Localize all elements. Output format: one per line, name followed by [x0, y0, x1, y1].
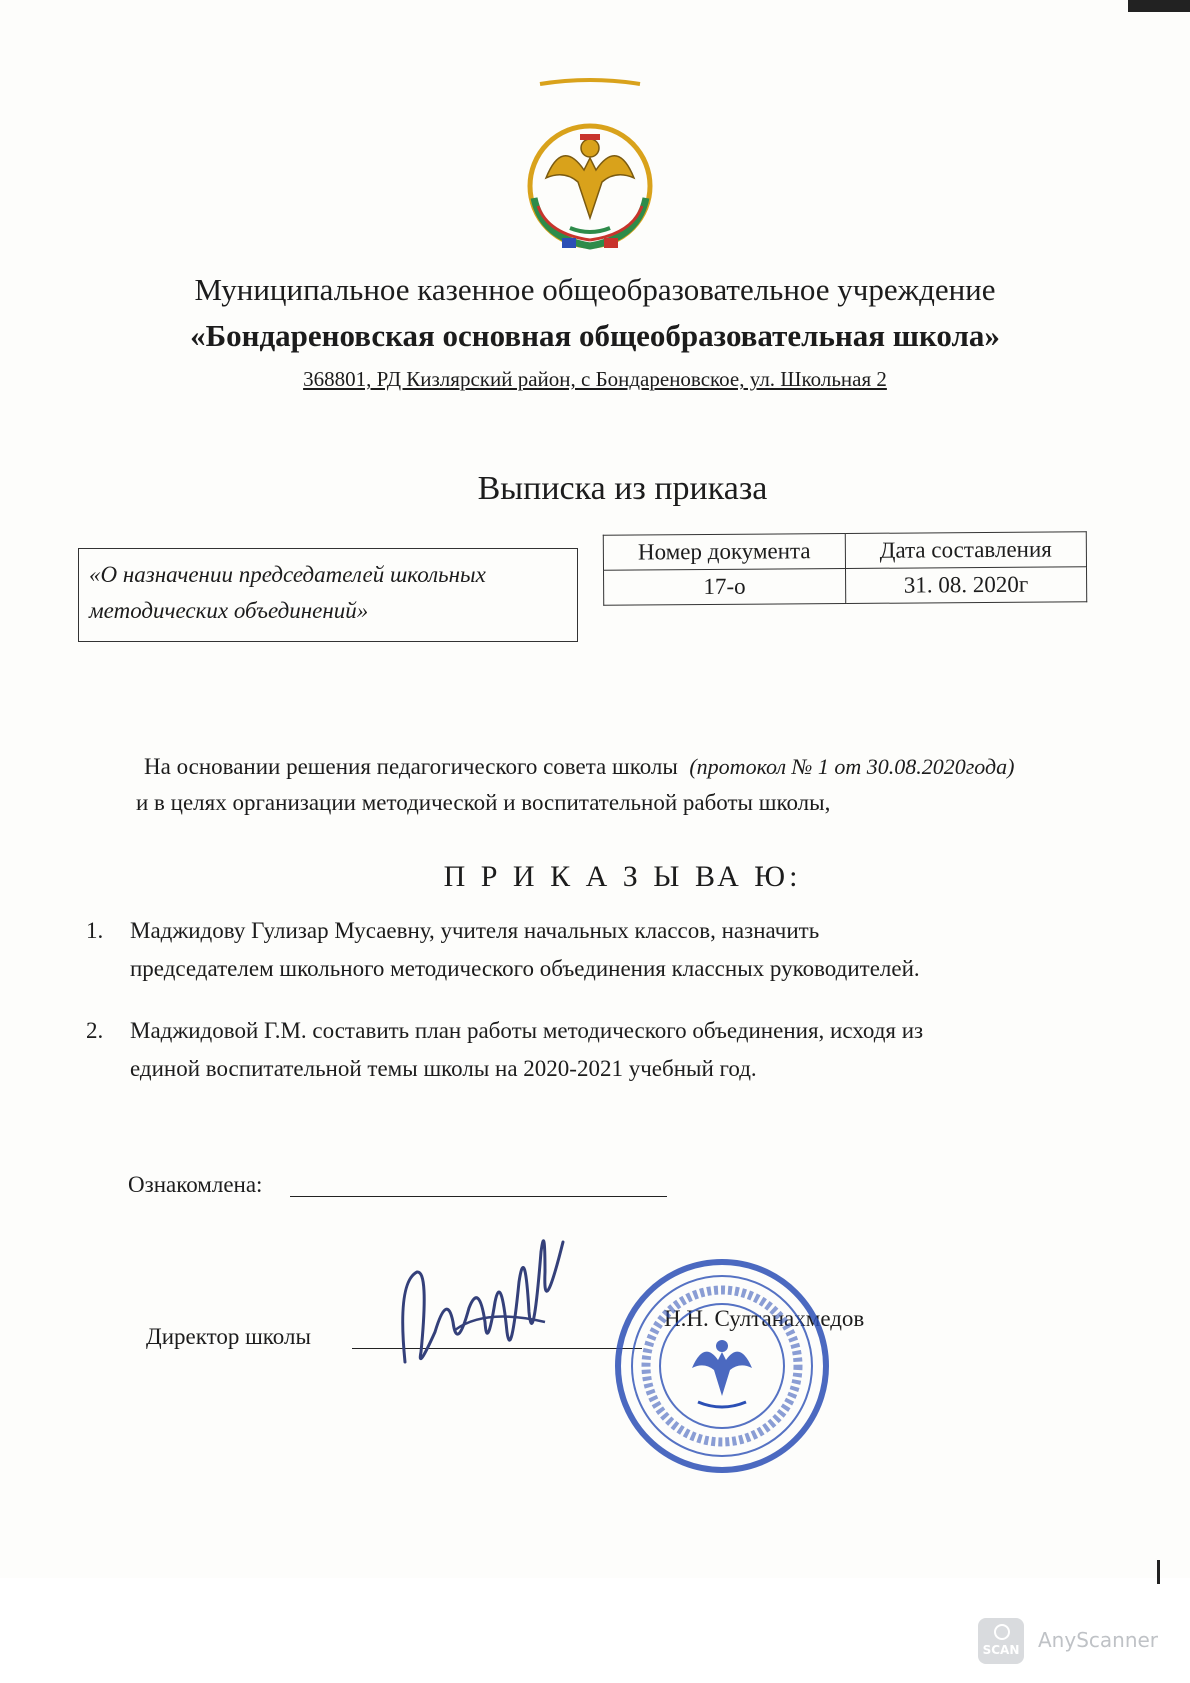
doc-number-value: 17-о [604, 568, 846, 605]
basis-paragraph-line2: и в целях организации методической и воспитательной работы школы, [136, 790, 831, 815]
dagestan-emblem-icon [522, 78, 658, 254]
order-item-line: единой воспитательной темы школы на 2020-2021 учебный год. [130, 1056, 757, 1081]
table-header-row [603, 532, 1086, 570]
scanner-logo-label: SCAN [982, 1643, 1020, 1657]
scanner-logo-icon [978, 1618, 1024, 1664]
doc-date-value: 31. 08. 2020г [845, 567, 1086, 604]
order-subject-box [78, 548, 578, 642]
order-item-number: 1. [86, 918, 104, 943]
order-item-number: 2. [86, 1018, 104, 1043]
acquainted-label: Ознакомлена: [128, 1172, 263, 1197]
order-item-line: Маджидовой Г.М. составить план работы методического объединения, исходя из [130, 1018, 924, 1043]
basis-protocol: (протокол № 1 от 30.08.2020года) [689, 754, 1015, 779]
organization-name: Муниципальное казенное общеобразовательное учреждение [194, 272, 996, 307]
table-row [604, 567, 1087, 605]
director-label: Директор школы [146, 1324, 311, 1349]
basis-text: На основании решения педагогического совета школы [144, 754, 678, 779]
official-stamp-icon [612, 1256, 832, 1476]
scanner-app-name: AnyScanner [1038, 1628, 1159, 1652]
header-doc-number: Номер документа [603, 533, 845, 570]
order-item-text [130, 912, 1090, 988]
scan-edge-mark-right [1157, 1560, 1160, 1584]
school-address: 368801, РД Кизлярский район, с Бондареновское, ул. Школьная 2 [303, 367, 887, 391]
school-name: «Бондареновская основная общеобразовательная школа» [190, 318, 1000, 353]
acquainted-signature-line [290, 1196, 667, 1197]
director-name: Н.Н. Султанахмедов [664, 1306, 865, 1331]
header-doc-date: Дата составления [845, 532, 1086, 569]
order-subject-line1: «О назначении председателей школьных [89, 562, 486, 587]
basis-paragraph [144, 754, 1144, 780]
document-meta-table [603, 531, 1087, 605]
document-title: Выписка из приказа [477, 470, 768, 507]
order-item-text [130, 1012, 1090, 1088]
order-item-line: Маджидову Гулизар Мусаевну, учителя начальных классов, назначить [130, 918, 820, 943]
order-heading: П Р И К А З Ы ВА Ю: [443, 860, 802, 893]
director-signature-icon [395, 1212, 575, 1382]
order-item-line: председателем школьного методического объединения классных руководителей. [130, 956, 920, 981]
order-subject-line2: методических объединений» [89, 598, 369, 623]
scan-edge-mark [1128, 0, 1190, 12]
